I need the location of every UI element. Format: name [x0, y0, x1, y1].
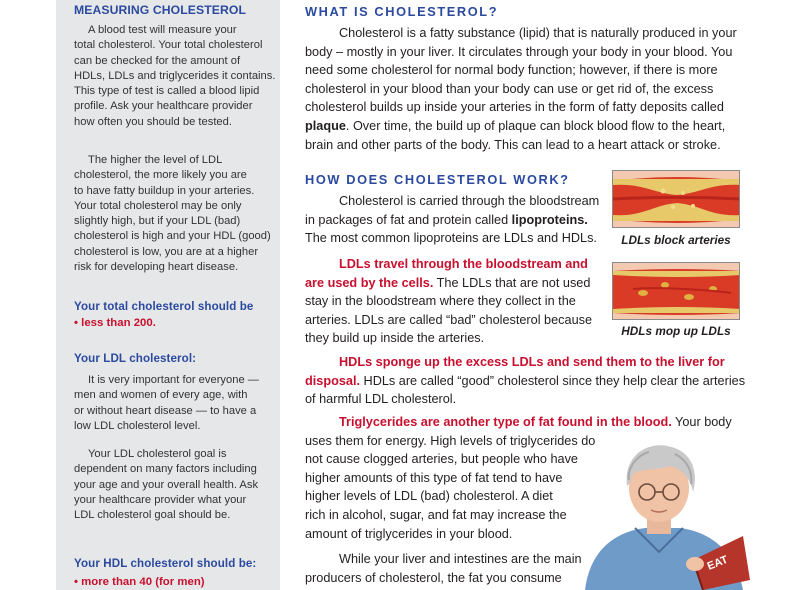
total-cholesterol-value: • less than 200. — [74, 317, 156, 329]
text-line: producers of cholesterol, the fat you consume — [305, 570, 562, 585]
text-line: profile. Ask your healthcare provider — [74, 100, 253, 113]
text-line: HDLs are called “good” cholesterol since they help clear the arteries — [360, 373, 746, 388]
text-line: your healthcare provider what your — [74, 493, 247, 506]
book-title: EAT — [705, 553, 730, 573]
text-line: your age and your overall health. Ask — [74, 478, 259, 491]
artery-clearing-graphic — [613, 263, 740, 320]
text-line: Cholesterol is a fatty substance (lipid) that is naturally produced in your — [339, 26, 737, 40]
text-line: brain and other parts of the body. This can lead to a heart attack or stroke. — [305, 137, 721, 152]
ldl-cholesterol-heading: Your LDL cholesterol: — [74, 352, 197, 365]
woman-reading-illustration — [575, 440, 750, 590]
hdl-emphasis: disposal. — [305, 373, 360, 388]
plaque-term: plaque — [305, 118, 346, 133]
text-line: of harmful LDL cholesterol. — [305, 392, 457, 407]
triglycerides-emphasis: Triglycerides are another type of fat found in the blood. — [339, 415, 672, 429]
paragraph-hdls — [305, 353, 745, 409]
text-line: stay in the bloodstream where they collect in the — [305, 294, 576, 309]
lipoproteins-term: lipoproteins. — [511, 212, 588, 227]
ldl-emphasis: LDLs travel through the bloodstream and — [339, 257, 588, 271]
text-line: rich in alcohol, sugar, and fat may increase the — [305, 507, 567, 522]
text-line: arteries. LDLs are called “bad” cholesterol because — [305, 312, 593, 327]
text-line: The LDLs that are not used — [433, 275, 591, 290]
hdl-figure-caption: HDLs mop up LDLs — [621, 324, 731, 338]
ldl-figure-caption: LDLs block arteries — [621, 233, 731, 247]
text-line: can be checked for the amount of — [74, 54, 241, 67]
text-line: risk for developing heart disease. — [74, 261, 239, 274]
text-line: they build up inside the arteries. — [305, 331, 485, 346]
sidebar-paragraph-ldl-importance — [74, 373, 274, 434]
hdl-cholesterol-heading: Your HDL cholesterol should be: — [74, 557, 257, 570]
text-line: LDL cholesterol goal should be. — [74, 509, 231, 522]
text-line: cholesterol in your blood than your body can use or get rid of, the excess — [305, 81, 714, 96]
text-line: The higher the level of LDL — [88, 154, 223, 166]
sidebar-heading: MEASURING CHOLESTEROL — [74, 3, 247, 17]
text-line: not cause clogged arteries, but people who have — [305, 452, 578, 467]
total-cholesterol-heading: Your total cholesterol should be — [74, 300, 254, 313]
paragraph-lipoproteins — [305, 192, 605, 248]
sidebar — [56, 0, 280, 590]
section-heading-what-is-cholesterol: WHAT IS CHOLESTEROL? — [305, 4, 499, 19]
text-line: cholesterol builds up inside your arteries in the form of fatty deposits called — [305, 100, 724, 115]
text-line: A blood test will measure your — [88, 24, 237, 36]
paragraph-what-is-cholesterol — [305, 24, 745, 154]
text-line: Your body — [671, 415, 732, 429]
text-line: The most common lipoproteins are LDLs and HDLs. — [305, 231, 597, 246]
hdl-cholesterol-value: • more than 40 (for men) — [74, 576, 205, 588]
woman-reading-graphic — [575, 440, 750, 590]
sidebar-paragraph-blood-test — [74, 23, 274, 130]
text-line: cholesterol is high and your HDL (good) — [74, 230, 271, 243]
sidebar-paragraph-ldl-goal — [74, 447, 274, 523]
paragraph-ldls — [305, 255, 605, 348]
text-line: men and women of every age, with — [74, 389, 248, 402]
text-line: or without heart disease — to have a — [74, 404, 257, 417]
text-line: cholesterol, the more likely you are — [74, 169, 247, 182]
text-line: higher amounts of this type of fat tend to have — [305, 470, 563, 485]
hdl-artery-illustration — [612, 262, 740, 320]
text-line: Your LDL cholesterol goal is — [88, 448, 227, 460]
text-line: higher levels of LDL (bad) cholesterol. A diet — [305, 489, 553, 504]
text-line: Cholesterol is carried through the bloodstream — [339, 194, 600, 208]
section-heading-how-cholesterol-works: HOW DOES CHOLESTEROL WORK? — [305, 172, 570, 187]
text-line: slightly high, but if your LDL (bad) — [74, 215, 241, 228]
artery-blocked-graphic — [613, 171, 740, 228]
text-line: While your liver and intestines are the main — [339, 552, 582, 566]
text-line: HDLs, LDLs and triglycerides it contains. — [74, 69, 276, 82]
text-line: dependent on many factors including — [74, 463, 257, 476]
text-line: It is very important for everyone — — [88, 374, 259, 386]
text-line: total cholesterol. Your total cholesterol — [74, 39, 263, 52]
sidebar-paragraph-ldl-level — [74, 153, 274, 275]
text-line: to have fatty buildup in your arteries. — [74, 184, 255, 197]
text-line: in packages of fat and protein called — [305, 212, 512, 227]
ldl-artery-illustration — [612, 170, 740, 228]
text-line: need some cholesterol for normal body function; however, if there is more — [305, 63, 718, 78]
text-line: amount of triglycerides in your blood. — [305, 526, 513, 541]
hdl-emphasis: HDLs sponge up the excess LDLs and send them to the liver for — [339, 355, 725, 369]
text-line: uses them for energy. High levels of triglycerides do — [305, 433, 596, 448]
ldl-emphasis: are used by the cells. — [305, 275, 434, 290]
text-line: low LDL cholesterol level. — [74, 419, 201, 432]
text-line: . Over time, the build up of plaque can block blood flow to the heart, — [345, 118, 726, 133]
text-line: cholesterol is low, you are at a higher — [74, 245, 259, 258]
text-line: how often you should be tested. — [74, 115, 232, 128]
text-line: Your total cholesterol may be only — [74, 199, 242, 212]
paragraph-liver-intestines — [305, 550, 605, 587]
text-line: This type of test is called a blood lipid — [74, 85, 260, 98]
text-line: body – mostly in your liver. It circulates through your body in your blood. You — [305, 44, 733, 59]
